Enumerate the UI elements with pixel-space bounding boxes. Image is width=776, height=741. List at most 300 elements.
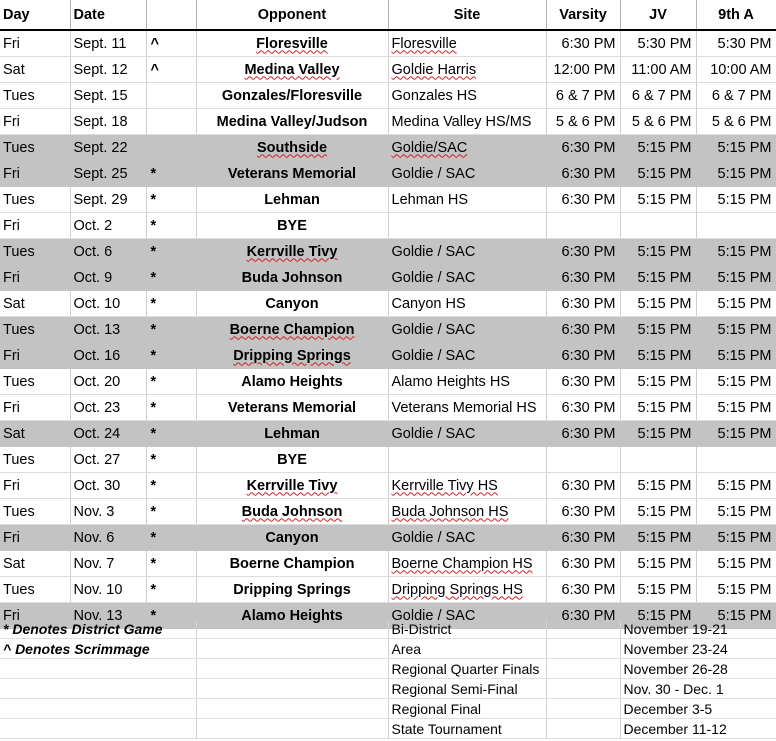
cell-date[interactable] <box>70 577 146 603</box>
date-text: Oct. 20 <box>73 373 121 390</box>
cell-date[interactable] <box>70 395 146 421</box>
site-text: Goldie/SAC <box>391 139 468 156</box>
ninth-text: 5:15 PM <box>717 477 772 494</box>
cell-mark[interactable] <box>146 239 196 265</box>
legend-cell-blank[interactable] <box>196 699 388 719</box>
cell-day[interactable] <box>0 551 70 577</box>
site-text: Lehman HS <box>391 191 469 208</box>
legend-note: ^ Denotes Scrimmage <box>3 640 150 657</box>
cell-varsity[interactable] <box>546 135 620 161</box>
cell-day[interactable] <box>0 317 70 343</box>
jv-text: 5:15 PM <box>637 269 692 286</box>
opponent-text: Dripping Springs <box>233 581 351 598</box>
mark-text: * <box>150 243 157 260</box>
playoff-row <box>0 719 776 739</box>
cell-date[interactable] <box>70 473 146 499</box>
cell-varsity[interactable] <box>546 473 620 499</box>
varsity-text: 6:30 PM <box>561 425 616 442</box>
jv-text: 5:30 PM <box>637 35 692 52</box>
cell-opponent[interactable] <box>196 369 388 395</box>
cell-site[interactable] <box>388 551 546 577</box>
playoff-round: Area <box>391 640 422 657</box>
legend-cell-dates[interactable] <box>620 619 776 639</box>
day-text: Tues <box>3 581 35 598</box>
varsity-text: 6:30 PM <box>561 373 616 390</box>
cell-date[interactable] <box>70 135 146 161</box>
header-date[interactable]: Date <box>70 0 146 30</box>
cell-varsity[interactable] <box>546 577 620 603</box>
cell-ninth[interactable] <box>696 30 776 57</box>
legend-cell-blank[interactable] <box>196 619 388 639</box>
cell-site[interactable] <box>388 161 546 187</box>
cell-mark[interactable] <box>146 83 196 109</box>
cell-varsity[interactable] <box>546 213 620 239</box>
varsity-text: 6:30 PM <box>561 35 616 52</box>
date-text: Oct. 24 <box>73 425 121 442</box>
cell-opponent[interactable] <box>196 57 388 83</box>
cell-site[interactable] <box>388 109 546 135</box>
cell-mark[interactable] <box>146 187 196 213</box>
cell-day[interactable] <box>0 369 70 395</box>
date-text: Oct. 27 <box>73 451 121 468</box>
cell-mark[interactable] <box>146 343 196 369</box>
jv-text: 5:15 PM <box>637 373 692 390</box>
cell-jv[interactable] <box>620 135 696 161</box>
jv-text: 5:15 PM <box>637 165 692 182</box>
schedule-row <box>0 551 776 577</box>
cell-mark[interactable] <box>146 317 196 343</box>
schedule-row <box>0 239 776 265</box>
cell-ninth[interactable] <box>696 577 776 603</box>
cell-opponent[interactable] <box>196 291 388 317</box>
cell-opponent[interactable] <box>196 265 388 291</box>
date-text: Sept. 29 <box>73 191 128 208</box>
cell-site[interactable] <box>388 343 546 369</box>
cell-date[interactable] <box>70 369 146 395</box>
cell-jv[interactable] <box>620 83 696 109</box>
cell-date[interactable] <box>70 265 146 291</box>
cell-mark[interactable] <box>146 577 196 603</box>
cell-date[interactable] <box>70 57 146 83</box>
cell-opponent[interactable] <box>196 317 388 343</box>
day-text: Fri <box>3 529 20 546</box>
legend-cell-note[interactable] <box>0 699 196 719</box>
cell-day[interactable] <box>0 265 70 291</box>
cell-mark[interactable] <box>146 525 196 551</box>
cell-varsity[interactable] <box>546 291 620 317</box>
cell-opponent[interactable] <box>196 525 388 551</box>
cell-jv[interactable] <box>620 395 696 421</box>
site-text: Goldie / SAC <box>391 529 476 546</box>
varsity-text: 6:30 PM <box>561 191 616 208</box>
day-text: Tues <box>3 87 35 104</box>
cell-varsity[interactable] <box>546 83 620 109</box>
cell-ninth[interactable] <box>696 239 776 265</box>
cell-mark[interactable] <box>146 473 196 499</box>
playoff-dates: November 26-28 <box>623 660 728 677</box>
cell-ninth[interactable] <box>696 291 776 317</box>
cell-opponent[interactable] <box>196 473 388 499</box>
cell-date[interactable] <box>70 291 146 317</box>
cell-day[interactable] <box>0 239 70 265</box>
date-text: Sept. 25 <box>73 165 128 182</box>
cell-jv[interactable] <box>620 447 696 473</box>
cell-jv[interactable] <box>620 291 696 317</box>
varsity-text: 6:30 PM <box>561 347 616 364</box>
cell-opponent[interactable] <box>196 343 388 369</box>
cell-jv[interactable] <box>620 343 696 369</box>
cell-site[interactable] <box>388 317 546 343</box>
cell-opponent[interactable] <box>196 135 388 161</box>
jv-text: 5:15 PM <box>637 191 692 208</box>
opponent-text: Lehman <box>264 191 320 208</box>
date-text: Oct. 6 <box>73 243 113 260</box>
cell-varsity[interactable] <box>546 343 620 369</box>
cell-site[interactable] <box>388 213 546 239</box>
cell-mark[interactable] <box>146 421 196 447</box>
legend-cell-blank[interactable] <box>196 679 388 699</box>
playoff-round: Regional Quarter Finals <box>391 660 540 677</box>
cell-site[interactable] <box>388 135 546 161</box>
cell-opponent[interactable] <box>196 109 388 135</box>
cell-day[interactable] <box>0 213 70 239</box>
cell-opponent[interactable] <box>196 187 388 213</box>
cell-mark[interactable] <box>146 57 196 83</box>
day-text: Fri <box>3 607 20 624</box>
cell-site[interactable] <box>388 57 546 83</box>
playoff-dates: December 3-5 <box>623 700 713 717</box>
cell-date[interactable] <box>70 499 146 525</box>
cell-opponent[interactable] <box>196 161 388 187</box>
cell-mark[interactable] <box>146 30 196 57</box>
legend-cell-round[interactable] <box>388 719 546 739</box>
site-text: Goldie / SAC <box>391 321 476 338</box>
cell-day[interactable] <box>0 421 70 447</box>
schedule-row <box>0 577 776 603</box>
cell-jv[interactable] <box>620 187 696 213</box>
legend-cell-dates[interactable] <box>620 639 776 659</box>
schedule-row <box>0 83 776 109</box>
cell-jv[interactable] <box>620 265 696 291</box>
cell-ninth[interactable] <box>696 135 776 161</box>
date-text: Nov. 6 <box>73 529 115 546</box>
cell-jv[interactable] <box>620 421 696 447</box>
opponent-text: BYE <box>277 217 307 234</box>
cell-opponent[interactable] <box>196 447 388 473</box>
cell-date[interactable] <box>70 187 146 213</box>
cell-site[interactable] <box>388 30 546 57</box>
cell-site[interactable] <box>388 239 546 265</box>
legend-cell-round[interactable] <box>388 619 546 639</box>
site-text: Boerne Champion HS <box>391 555 533 572</box>
legend-cell-round[interactable] <box>388 699 546 719</box>
cell-date[interactable] <box>70 421 146 447</box>
legend-cell-blank[interactable] <box>196 659 388 679</box>
cell-jv[interactable] <box>620 525 696 551</box>
cell-date[interactable] <box>70 161 146 187</box>
mark-text: * <box>150 503 157 520</box>
legend-cell-dates[interactable] <box>620 699 776 719</box>
schedule-row <box>0 369 776 395</box>
varsity-text: 6:30 PM <box>561 139 616 156</box>
cell-jv[interactable] <box>620 577 696 603</box>
legend-cell-note[interactable] <box>0 679 196 699</box>
cell-varsity[interactable] <box>546 395 620 421</box>
day-text: Sat <box>3 61 25 78</box>
site-text: Dripping Springs HS <box>391 581 523 598</box>
schedule-row <box>0 109 776 135</box>
cell-mark[interactable] <box>146 265 196 291</box>
cell-mark[interactable] <box>146 291 196 317</box>
cell-site[interactable] <box>388 525 546 551</box>
cell-site[interactable] <box>388 265 546 291</box>
cell-varsity[interactable] <box>546 30 620 57</box>
legend-cell-note[interactable] <box>0 719 196 739</box>
cell-jv[interactable] <box>620 109 696 135</box>
cell-ninth[interactable] <box>696 421 776 447</box>
mark-text: * <box>150 165 157 182</box>
cell-day[interactable] <box>0 525 70 551</box>
cell-jv[interactable] <box>620 551 696 577</box>
legend-cell-blank[interactable] <box>546 659 620 679</box>
ninth-text: 5:15 PM <box>717 555 772 572</box>
cell-day[interactable] <box>0 135 70 161</box>
date-text: Oct. 10 <box>73 295 121 312</box>
cell-site[interactable] <box>388 291 546 317</box>
cell-mark[interactable] <box>146 551 196 577</box>
legend-cell-note[interactable] <box>0 619 196 639</box>
jv-text: 5:15 PM <box>637 425 692 442</box>
cell-mark[interactable] <box>146 135 196 161</box>
cell-day[interactable] <box>0 187 70 213</box>
cell-varsity[interactable] <box>546 239 620 265</box>
legend-cell-round[interactable] <box>388 659 546 679</box>
cell-mark[interactable] <box>146 213 196 239</box>
cell-date[interactable] <box>70 447 146 473</box>
cell-ninth[interactable] <box>696 343 776 369</box>
cell-varsity[interactable] <box>546 317 620 343</box>
site-text: Medina Valley HS/MS <box>391 113 532 130</box>
cell-day[interactable] <box>0 499 70 525</box>
header-jv[interactable]: JV <box>620 0 696 30</box>
cell-opponent[interactable] <box>196 395 388 421</box>
legend-cell-blank[interactable] <box>546 639 620 659</box>
opponent-text: Kerrville Tivy <box>246 243 338 260</box>
opponent-text: Kerrville Tivy <box>246 477 338 494</box>
header-site[interactable]: Site <box>388 0 546 30</box>
varsity-text: 6:30 PM <box>561 607 616 624</box>
cell-ninth[interactable] <box>696 213 776 239</box>
cell-date[interactable] <box>70 317 146 343</box>
cell-site[interactable] <box>388 421 546 447</box>
varsity-text: 5 & 6 PM <box>555 113 616 130</box>
legend-cell-round[interactable] <box>388 639 546 659</box>
cell-date[interactable] <box>70 343 146 369</box>
header-varsity[interactable]: Varsity <box>546 0 620 30</box>
cell-opponent[interactable] <box>196 499 388 525</box>
cell-day[interactable] <box>0 343 70 369</box>
cell-ninth[interactable] <box>696 187 776 213</box>
cell-mark[interactable] <box>146 369 196 395</box>
day-text: Fri <box>3 347 20 364</box>
day-text: Fri <box>3 399 20 416</box>
schedule-row <box>0 473 776 499</box>
cell-opponent[interactable] <box>196 30 388 57</box>
varsity-text: 6:30 PM <box>561 399 616 416</box>
day-text: Tues <box>3 139 35 156</box>
cell-day[interactable] <box>0 57 70 83</box>
cell-date[interactable] <box>70 30 146 57</box>
legend-cell-blank[interactable] <box>196 719 388 739</box>
cell-mark[interactable] <box>146 447 196 473</box>
cell-jv[interactable] <box>620 239 696 265</box>
cell-day[interactable] <box>0 30 70 57</box>
cell-ninth[interactable] <box>696 473 776 499</box>
playoff-round: State Tournament <box>391 720 502 737</box>
cell-ninth[interactable] <box>696 83 776 109</box>
cell-jv[interactable] <box>620 473 696 499</box>
cell-varsity[interactable] <box>546 421 620 447</box>
cell-date[interactable] <box>70 551 146 577</box>
cell-varsity[interactable] <box>546 265 620 291</box>
cell-day[interactable] <box>0 447 70 473</box>
legend-note: * Denotes District Game <box>3 620 163 637</box>
cell-jv[interactable] <box>620 213 696 239</box>
cell-jv[interactable] <box>620 317 696 343</box>
cell-ninth[interactable] <box>696 161 776 187</box>
cell-jv[interactable] <box>620 161 696 187</box>
cell-varsity[interactable] <box>546 161 620 187</box>
cell-ninth[interactable] <box>696 57 776 83</box>
cell-site[interactable] <box>388 369 546 395</box>
cell-varsity[interactable] <box>546 499 620 525</box>
cell-day[interactable] <box>0 291 70 317</box>
legend-cell-dates[interactable] <box>620 719 776 739</box>
day-text: Sat <box>3 295 25 312</box>
cell-ninth[interactable] <box>696 525 776 551</box>
legend-cell-blank[interactable] <box>196 639 388 659</box>
day-text: Fri <box>3 269 20 286</box>
date-text: Oct. 13 <box>73 321 121 338</box>
date-text: Oct. 2 <box>73 217 113 234</box>
cell-site[interactable] <box>388 83 546 109</box>
cell-site[interactable] <box>388 499 546 525</box>
cell-site[interactable] <box>388 577 546 603</box>
cell-ninth[interactable] <box>696 395 776 421</box>
cell-jv[interactable] <box>620 499 696 525</box>
cell-mark[interactable] <box>146 161 196 187</box>
cell-opponent[interactable] <box>196 83 388 109</box>
cell-ninth[interactable] <box>696 369 776 395</box>
playoff-dates: December 11-12 <box>623 720 727 737</box>
legend-cell-blank[interactable] <box>546 619 620 639</box>
cell-date[interactable] <box>70 83 146 109</box>
cell-day[interactable] <box>0 161 70 187</box>
cell-site[interactable] <box>388 187 546 213</box>
opponent-text: Boerne Champion <box>229 321 355 338</box>
opponent-text: Boerne Champion <box>229 555 355 572</box>
date-text: Sept. 18 <box>73 113 128 130</box>
cell-date[interactable] <box>70 525 146 551</box>
mark-text: * <box>150 321 157 338</box>
date-text: Sept. 22 <box>73 139 128 156</box>
cell-day[interactable] <box>0 395 70 421</box>
cell-day[interactable] <box>0 577 70 603</box>
cell-day[interactable] <box>0 109 70 135</box>
cell-ninth[interactable] <box>696 551 776 577</box>
cell-opponent[interactable] <box>196 577 388 603</box>
legend-cell-blank[interactable] <box>546 679 620 699</box>
header-mark[interactable] <box>146 0 196 30</box>
mark-text: * <box>150 295 157 312</box>
cell-varsity[interactable] <box>546 187 620 213</box>
cell-ninth[interactable] <box>696 317 776 343</box>
header-opponent[interactable]: Opponent <box>196 0 388 30</box>
cell-site[interactable] <box>388 473 546 499</box>
jv-text: 5:15 PM <box>637 607 692 624</box>
legend-cell-dates[interactable] <box>620 679 776 699</box>
schedule-row <box>0 499 776 525</box>
cell-ninth[interactable] <box>696 265 776 291</box>
cell-varsity[interactable] <box>546 369 620 395</box>
cell-ninth[interactable] <box>696 499 776 525</box>
legend-cell-note[interactable] <box>0 639 196 659</box>
cell-mark[interactable] <box>146 109 196 135</box>
cell-ninth[interactable] <box>696 109 776 135</box>
cell-date[interactable] <box>70 109 146 135</box>
legend-table <box>0 619 776 739</box>
header-day[interactable]: Day <box>0 0 70 30</box>
legend-cell-round[interactable] <box>388 679 546 699</box>
playoff-dates: November 23-24 <box>623 640 728 657</box>
ninth-text: 5:15 PM <box>717 269 772 286</box>
jv-text: 5:15 PM <box>637 399 692 416</box>
cell-day[interactable] <box>0 83 70 109</box>
cell-mark[interactable] <box>146 395 196 421</box>
site-text: Goldie / SAC <box>391 165 476 182</box>
cell-opponent[interactable] <box>196 551 388 577</box>
cell-jv[interactable] <box>620 369 696 395</box>
cell-opponent[interactable] <box>196 421 388 447</box>
legend-cell-blank[interactable] <box>546 699 620 719</box>
cell-jv[interactable] <box>620 30 696 57</box>
cell-ninth[interactable] <box>696 447 776 473</box>
header-ninth[interactable]: 9th A <box>696 0 776 30</box>
cell-jv[interactable] <box>620 57 696 83</box>
legend-cell-blank[interactable] <box>546 719 620 739</box>
cell-varsity[interactable] <box>546 447 620 473</box>
cell-varsity[interactable] <box>546 551 620 577</box>
cell-date[interactable] <box>70 213 146 239</box>
cell-varsity[interactable] <box>546 109 620 135</box>
schedule-row <box>0 395 776 421</box>
cell-opponent[interactable] <box>196 213 388 239</box>
cell-date[interactable] <box>70 239 146 265</box>
cell-opponent[interactable] <box>196 239 388 265</box>
ninth-text: 5:15 PM <box>717 139 772 156</box>
cell-day[interactable] <box>0 473 70 499</box>
ninth-text: 5:15 PM <box>717 581 772 598</box>
cell-site[interactable] <box>388 447 546 473</box>
cell-site[interactable] <box>388 395 546 421</box>
ninth-text: 10:00 AM <box>710 61 772 78</box>
legend-cell-note[interactable] <box>0 659 196 679</box>
legend-cell-dates[interactable] <box>620 659 776 679</box>
cell-mark[interactable] <box>146 499 196 525</box>
date-text: Nov. 13 <box>73 607 123 624</box>
cell-varsity[interactable] <box>546 525 620 551</box>
cell-varsity[interactable] <box>546 57 620 83</box>
